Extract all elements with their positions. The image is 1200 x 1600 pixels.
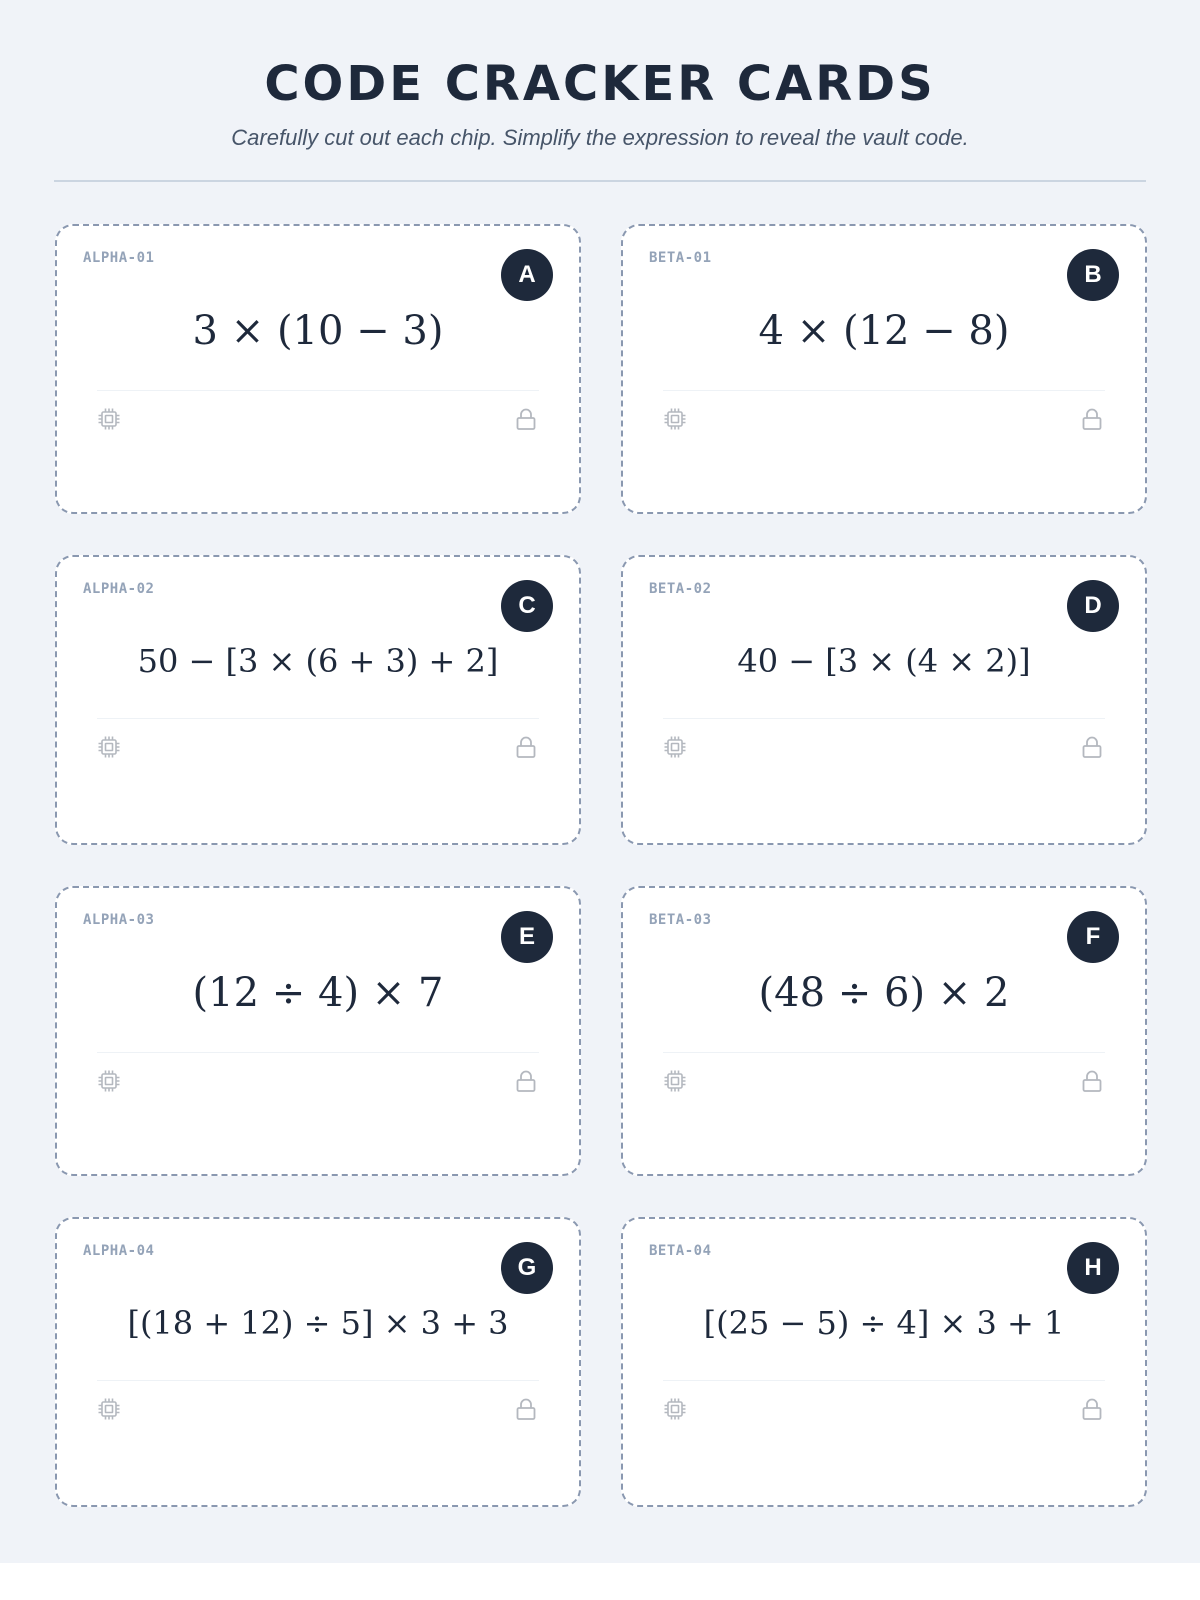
chip-icon [662, 1068, 688, 1094]
card-expression: (48 ÷ 6) × 2 [758, 970, 1010, 1016]
card-expression: 4 × (12 − 8) [758, 308, 1010, 354]
card-letter-badge: C [501, 580, 553, 632]
card-grid [55, 224, 1147, 1507]
code-card [621, 224, 1147, 514]
card-divider [97, 718, 539, 719]
header-divider [54, 180, 1146, 182]
card-id: BETA-02 [649, 581, 712, 597]
chip-icon [96, 1396, 122, 1422]
card-divider [663, 718, 1105, 719]
card-id: ALPHA-04 [83, 1243, 155, 1259]
card-id: BETA-03 [649, 912, 712, 928]
card-id: ALPHA-01 [83, 250, 155, 266]
card-id: BETA-01 [649, 250, 712, 266]
lock-icon [1079, 1396, 1105, 1422]
card-id: BETA-04 [649, 1243, 712, 1259]
card-expression: [(18 + 12) ÷ 5] × 3 + 3 [127, 1304, 509, 1342]
code-card [621, 886, 1147, 1176]
card-divider [663, 390, 1105, 391]
lock-icon [1079, 1068, 1105, 1094]
chip-icon [662, 406, 688, 432]
code-card [55, 555, 581, 845]
card-divider [663, 1052, 1105, 1053]
page-title: CODE CRACKER CARDS [264, 56, 936, 112]
lock-icon [513, 1068, 539, 1094]
code-card [621, 1217, 1147, 1507]
card-expression: 3 × (10 − 3) [192, 308, 444, 354]
card-letter-badge: A [501, 249, 553, 301]
chip-icon [96, 734, 122, 760]
card-letter-badge: H [1067, 1242, 1119, 1294]
chip-icon [96, 1068, 122, 1094]
card-expression: 40 − [3 × (4 × 2)] [737, 642, 1031, 680]
card-divider [97, 1052, 539, 1053]
card-letter-badge: B [1067, 249, 1119, 301]
chip-icon [96, 406, 122, 432]
page-subtitle: Carefully cut out each chip. Simplify the expression to reveal the vault code. [231, 125, 969, 150]
card-expression: 50 − [3 × (6 + 3) + 2] [137, 642, 499, 680]
card-expression: [(25 − 5) ÷ 4] × 3 + 1 [703, 1304, 1065, 1342]
card-id: ALPHA-02 [83, 581, 155, 597]
card-divider [97, 390, 539, 391]
card-letter-badge: D [1067, 580, 1119, 632]
card-letter-badge: G [501, 1242, 553, 1294]
lock-icon [513, 1396, 539, 1422]
card-letter-badge: E [501, 911, 553, 963]
lock-icon [1079, 406, 1105, 432]
lock-icon [513, 406, 539, 432]
card-letter-badge: F [1067, 911, 1119, 963]
code-card [55, 224, 581, 514]
chip-icon [662, 1396, 688, 1422]
card-divider [97, 1380, 539, 1381]
code-card [55, 1217, 581, 1507]
page-header [0, 0, 1200, 152]
card-expression: (12 ÷ 4) × 7 [192, 970, 444, 1016]
code-card [55, 886, 581, 1176]
lock-icon [513, 734, 539, 760]
chip-icon [662, 734, 688, 760]
card-divider [663, 1380, 1105, 1381]
lock-icon [1079, 734, 1105, 760]
code-card [621, 555, 1147, 845]
card-id: ALPHA-03 [83, 912, 155, 928]
